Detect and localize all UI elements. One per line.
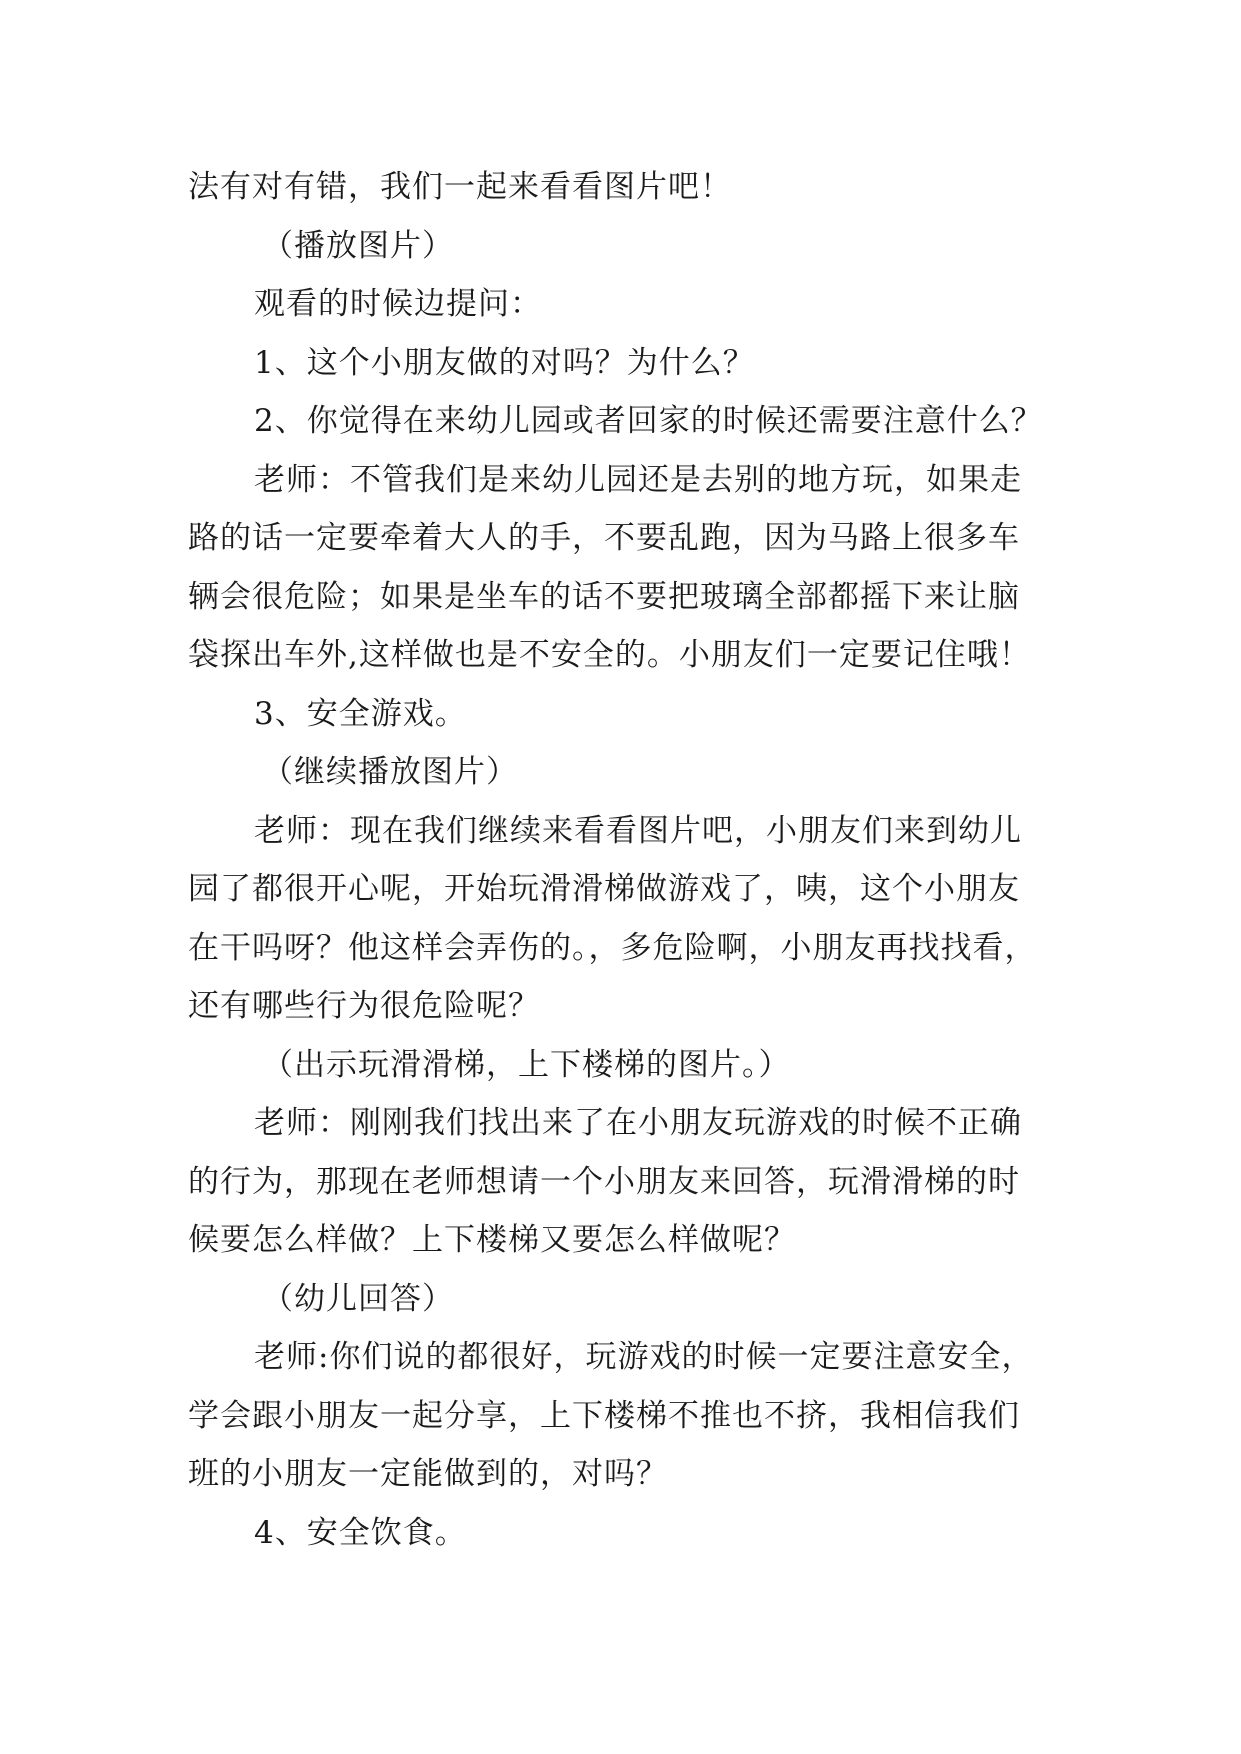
paragraph-line: 观看的时候边提问： <box>254 286 542 322</box>
document-body <box>188 158 1068 1562</box>
paragraph-line: 班的小朋友一定能做到的，对吗？ <box>188 1456 668 1492</box>
paragraph-line: （继续播放图片） <box>262 754 518 790</box>
paragraph-line: 的行为，那现在老师想请一个小朋友来回答，玩滑滑梯的时 <box>188 1163 1020 1200</box>
paragraph-line: 路的话一定要牵着大人的手，不要乱跑，因为马路上很多车 <box>188 520 1020 556</box>
paragraph-line: 老师：刚刚我们找出来了在小朋友玩游戏的时候不正确 <box>254 1105 1022 1141</box>
section-heading: 3、安全游戏。 <box>254 695 467 732</box>
paragraph-line: 还有哪些行为很危险呢？ <box>188 988 540 1024</box>
paragraph-line: （播放图片） <box>262 227 454 264</box>
paragraph-line: 辆会很危险；如果是坐车的话不要把玻璃全部都摇下来让脑 <box>188 578 1020 615</box>
paragraph-line: 园了都很开心呢，开始玩滑滑梯做游戏了，咦，这个小朋友 <box>188 871 1020 907</box>
list-item: 1、这个小朋友做的对吗？为什么？ <box>254 344 755 381</box>
section-heading: 4、安全饮食。 <box>254 1514 467 1551</box>
list-item: 2、你觉得在来幼儿园或者回家的时候还需要注意什么？ <box>254 403 1043 439</box>
paragraph-line: （幼儿回答） <box>262 1280 454 1317</box>
paragraph-line: 法有对有错，我们一起来看看图片吧！ <box>188 169 732 205</box>
paragraph-line: 在干吗呀？他这样会弄伤的。，多危险啊，小朋友再找找看， <box>188 929 1037 966</box>
paragraph-line: 袋探出车外,这样做也是不安全的。小朋友们一定要记住哦！ <box>188 637 1031 673</box>
paragraph-line: （出示玩滑滑梯，上下楼梯的图片。） <box>262 1046 791 1083</box>
paragraph-line: 候要怎么样做？上下楼梯又要怎么样做呢？ <box>188 1222 796 1258</box>
paragraph-line: 老师：不管我们是来幼儿园还是去别的地方玩，如果走 <box>254 461 1022 498</box>
paragraph-line: 老师：现在我们继续来看看图片吧，小朋友们来到幼儿 <box>254 812 1022 849</box>
paragraph-line: 学会跟小朋友一起分享，上下楼梯不推也不挤，我相信我们 <box>188 1397 1020 1434</box>
paragraph-line: 老师:你们说的都很好，玩游戏的时候一定要注意安全， <box>254 1339 1034 1375</box>
